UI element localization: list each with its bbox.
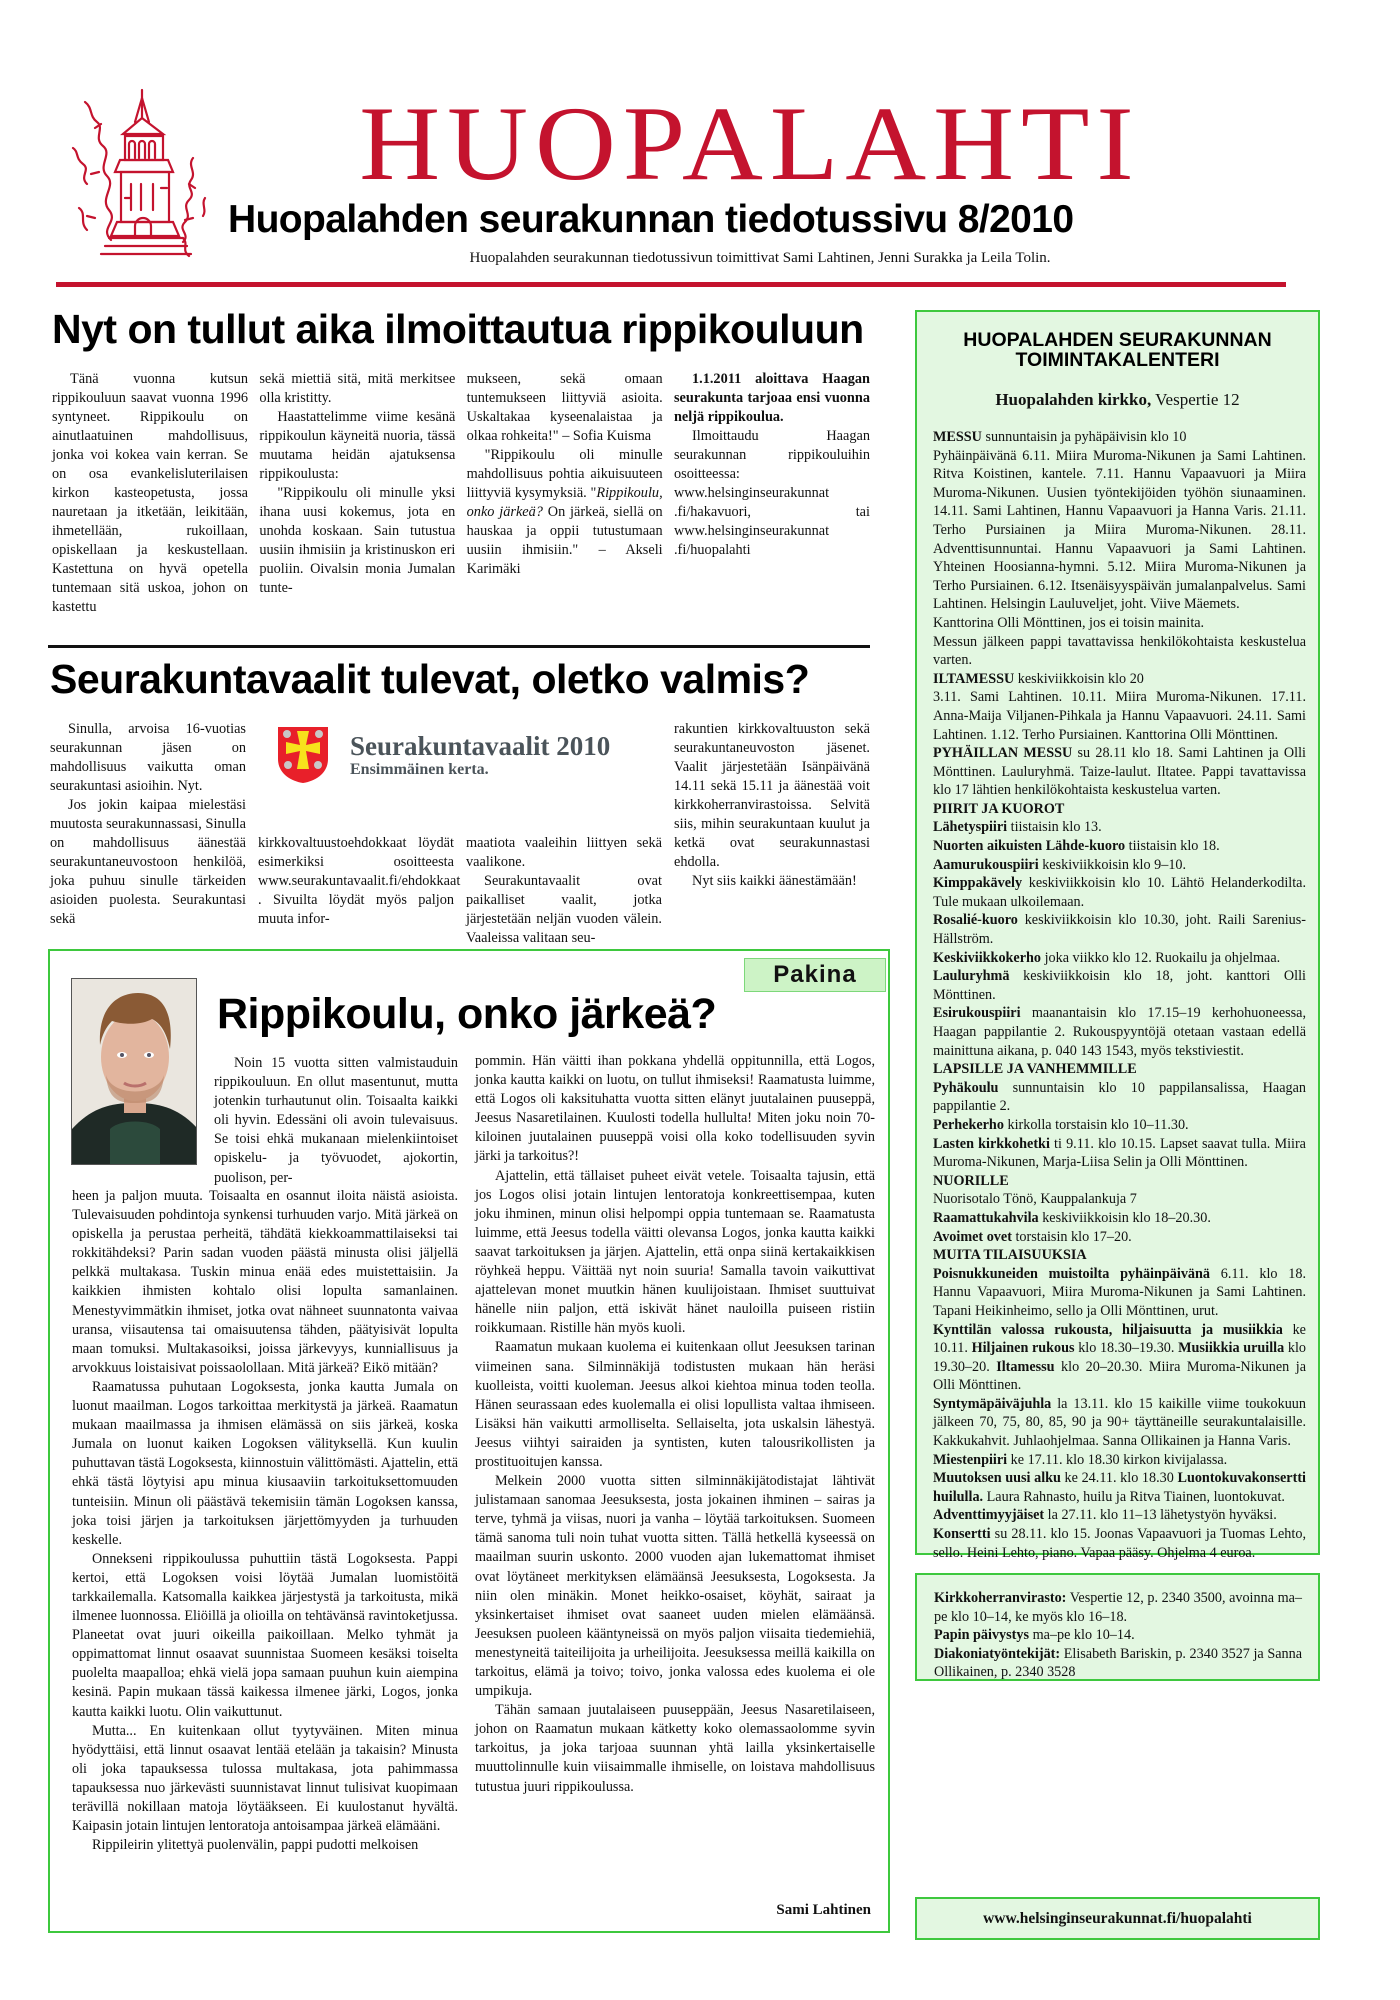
calendar-title-line-1: HUOPALAHDEN SEURAKUNNAN <box>963 329 1272 351</box>
paragraph: Onnekseni rippikoulussa puhuttiin tästä Logoksesta. Pappi kertoi, että Logoksen voisi löytää Jumalan luomistöitä tarkkailemalla. Katsomalla kaikkea järjestystä ja tarkoitusta, mikä ilmenee luonnossa. Eliöillä ja olioilla on tehtävänsä ravintoketjussa. Planeetat ovat juuri oikeilla paikoillaan. Melko tyhmät ja oppimattomat linnut osaavat suunnistaa Suomeen kesäksi toiselta puolelta maapalloa; ehkä vielä jopa samaan puuhun kuin aiempina kesinä. Papin mukaan tässä kaikessa ilmenee järki, Logos, jonka kautta kaikki luotu. Olin vaikuttunut. <box>72 1550 458 1720</box>
quote-text: "Rippikoulu oli minulle mahdollisuus pohtia aikuisuuteen liittyviä kysymyksiä. " <box>466 447 663 501</box>
entry-text: maanantaisin klo 17.15–19 kerhohuoneessa, Haagan pappilantie 2. Rukouspyyntöjä otetaan vastaan edellä mainittuna aikana, p. 040 143 1543, myös tekstiviestit. <box>933 1005 1306 1059</box>
entry-text: su 28.11 klo 18. Sami Lahtinen ja Olli Mönttinen. Lauluryhmä. Taize-laulut. Iltatee. Pappi tavattavissa klo 17 lähtien henkilökohtaista keskustelua varten. <box>933 745 1306 799</box>
calendar-entry <box>933 818 1306 837</box>
calendar-entry <box>933 1209 1306 1228</box>
entry-text: keskiviikkoisin klo 20 <box>1014 670 1144 687</box>
calendar-entry <box>933 911 1306 948</box>
entry-title: MUITA TILAISUUKSIA <box>933 1247 1087 1264</box>
entry-title: MESSU <box>933 429 982 445</box>
entry-text: keskiviikkoisin klo 9–10. <box>1038 856 1187 873</box>
person-photo-icon <box>72 979 197 1165</box>
calendar-section-heading <box>933 1246 1306 1265</box>
paragraph: kirkkovaltuustoehdokkaat löydät esimerkiksi osoitteesta www.seurakuntavaalit.fi/ehdokkaat . Sivuilta löydät myös paljon muuta infor- <box>258 835 461 927</box>
entry-text: tiistaisin klo 13. <box>1007 819 1102 836</box>
quote-italic: Rippikoulu, onko järkeä? <box>466 485 663 520</box>
entry-text: la 27.11. klo 11–13 lähetystyön hyväksi. <box>1044 1507 1277 1524</box>
calendar-entry <box>933 1004 1306 1060</box>
article-1-column-4 <box>674 370 870 617</box>
paragraph: rakuntien kirkkovaltuuston sekä seurakuntaneuvoston jäsenet. Vaalit järjestetään Isänpäivänä 14.11 sekä 15.11 ja äänestää voit kirkkoherranvirastoissa. Selvitä siis, mihin seurakuntaan kuulut ja ketkä ovat seurakunnastasi ehdolla. <box>674 721 870 870</box>
deacon-text: Elisabeth Bariskin, p. 2340 3527 ja Sanna Ollikainen, p. 2340 3528 <box>934 1645 1302 1681</box>
entry-text: Laura Rahnasto, huilu ja Ritva Tiainen, luontokuvat. <box>983 1488 1285 1505</box>
calendar-entry <box>933 1116 1306 1135</box>
pakina-intro <box>214 1054 458 1188</box>
church-tower-sketch-icon <box>65 88 215 273</box>
article-2-column-1 <box>50 720 246 948</box>
entry-text: klo 20–20.30. Miira Muroma-Nikunen ja Olli Mönttinen. <box>933 1358 1306 1394</box>
office-text: Vespertie 12, p. 2340 3500, avoinna ma–pe klo 10–14, ke myös klo 16–18. <box>934 1590 1302 1625</box>
entry-text: keskiviikkoisin klo 10. Lähtö Helanderkodilta. Tule mukaan ulkoilemaan. <box>933 875 1306 910</box>
pakina-right-column <box>475 1052 875 1797</box>
entry-title: Pyhäkoulu <box>933 1079 999 1096</box>
calendar-entry <box>933 874 1306 911</box>
entry-title: Kynttilän valossa rukousta, hiljaisuutta ja musiikkia <box>933 1321 1283 1338</box>
article-2-headline: Seurakuntavaalit tulevat, oletko valmis? <box>50 656 810 702</box>
paragraph: Rippileirin ylitettyä puolenvälin, pappi pudotti melkoisen <box>92 1837 419 1854</box>
paragraph: Noin 15 vuotta sitten valmistauduin rippikouluun. En ollut masentunut, mutta jotenkin turhautunut olin. Toisaalta kaikki oli hyvin. Edessäni oli avoin tulevaisuus. Se toisi ehkä mukanaan mielenkiintoiset opiskelu- ja työvuodet, ajokortin, puolison, per- <box>214 1055 458 1186</box>
entry-text: keskiviikkoisin klo 18, joht. kanttori Olli Mönttinen. <box>933 968 1306 1003</box>
entry-text: su 28.11. klo 15. Joonas Vapaavuori ja Tuomas Lehto, sello. Heini Lehto, piano. Vapaa pääsy. Ohjelma 4 euroa. <box>933 1526 1306 1561</box>
entry-title: Keskiviikkokerho <box>933 949 1042 966</box>
paragraph: pommin. Hän väitti ihan pokkana yhdellä oppitunnilla, että Logos, jonka kautta kaikki on luotu, on tullut ihmiseksi! Raamatusta luimme, että Logos oli kaksituhatta vuotta sitten elänyt juutalainen puuseppä, Jeesus Nasaretilainen. Kuulosti todella hullulta! Miten joku noin 70-kiloinen juutalainen puuseppä voisi olla koko todellisuuden syvin järki ja tarkoitus?! <box>475 1053 875 1165</box>
entry-title: Miestenpiiri <box>933 1451 1008 1468</box>
entry-text: la 13.11. klo 15 kaikille viime toukokuun jälkeen 70, 75, 80, 85, 90 ja 90+ täyttäneille seurakuntalaisille. Kakkukahvit. Juhlaohjelmaa. Sanna Ollikainen ja Hanna Varis. <box>933 1395 1306 1450</box>
entry-text: joka viikko klo 12. Ruokailu ja ohjelmaa. <box>1041 949 1281 966</box>
article-1-body <box>52 370 870 617</box>
office-info <box>934 1589 1302 1626</box>
entry-title: Muutoksen uusi alku <box>933 1470 1061 1487</box>
entry-title: Konsertti <box>933 1526 991 1543</box>
duty-label: Papin päivystys <box>934 1627 1030 1644</box>
entry-text: kirkolla torstaisin klo 10–11.30. <box>1003 1116 1189 1133</box>
entry-title: Musiikkia uruilla <box>1178 1340 1285 1357</box>
masthead-subtitle: Huopalahden seurakunnan tiedotussivu 8/2010 <box>228 198 1074 241</box>
entry-title: Lauluryhmä <box>933 968 1010 985</box>
paragraph: Nyt siis kaikki äänestämään! <box>692 873 857 889</box>
entry-text: klo 19.30–20. <box>933 1340 1306 1375</box>
paragraph: Ilmoittaudu Haagan seurakunnan rippikouluihin osoitteessa: <box>673 428 870 482</box>
quote-text: On järkeä, siellä on hauskaa ja oppii tutustumaan uusiin ihmisiin." – Akseli Karimäki <box>466 504 663 577</box>
entry-text: klo 18.30–19.30. <box>1074 1340 1179 1357</box>
entry-text: ke 10.11. <box>933 1321 1306 1357</box>
article-2-column-3 <box>466 720 662 948</box>
entry-title: PIIRIT JA KUOROT <box>933 800 1065 817</box>
calendar-title-line-2: TOIMINTAKALENTERI <box>1015 349 1220 371</box>
paragraph: Tänä vuonna kutsun rippikouluun saavat vuonna 1996 syntyneet. Rippikoulu on ainutlaatuinen mahdollisuus, jonka voi kokea vain kerran. Se on osa evankelisluterilaisen kirkon kasteopetusta, jossa nauretaan ja itketään, leikitään, ihmetellään, rukoillaan, opiskellaan ja keskustellaan. Kastettuna on hyvä opetella tuntemaan sitä uskoa, johon on kastettu <box>52 371 248 615</box>
entry-title: PYHÄILLAN MESSU <box>933 745 1073 762</box>
entry-title: Esirukouspiiri <box>933 1005 1021 1022</box>
paragraph: Haastattelimme viime kesänä rippikoulun käyneitä nuoria, tässä muutama heidän ajatuksensa rippikoulusta: <box>259 409 456 482</box>
calendar-entry <box>933 1265 1306 1321</box>
calendar-section-heading <box>933 1172 1306 1191</box>
entry-text: Pyhäinpäivänä 6.11. Miira Muroma-Nikunen ja Sami Lahtinen. Ritva Koistinen, kantele. 7.11. Hannu Vapaavuori ja Miira Muroma-Nikunen. Uusien työntekijöiden työhön siunaaminen. 14.11. Sami Lahtinen, Hannu Vapaavuori ja Hanna Varis. 21.11. Terho Pursiainen ja Miira Muroma-Nikunen. 28.11. Adventtisunnuntai. Hannu Vapaavuori ja Sami Lahtinen. Yhteinen Hoosianna-hymni. 5.12. Miira Muroma-Nikunen ja Terho Pursiainen. 6.12. Itsenäisyyspäivän jumalanpalvelus. Sami Lahtinen. Helsingin Lauluveljet, joht. Viive Mäemets. <box>933 447 1306 613</box>
entry-title: Lähetyspiiri <box>933 819 1008 836</box>
entry-title: Rosalié-kuoro <box>933 912 1018 929</box>
calendar-entry <box>933 633 1306 670</box>
website-link[interactable]: www.helsinginseurakunnat.fi/huopalahti <box>915 1897 1320 1940</box>
entry-text: keskiviikkoisin klo 10.30, joht. Raili Sarenius-Hällström. <box>933 912 1306 948</box>
article-2-body <box>50 720 870 948</box>
location-address: Vespertie 12 <box>1151 390 1240 409</box>
entry-title: Nuorten aikuisten Lähde-kuoro <box>933 838 1126 855</box>
entry-text: ti 9.11. klo 10.15. Lapset saavat tulla. Miira Muroma-Nikunen, Marja-Liisa Selin ja Olli Mönttinen. <box>933 1135 1306 1171</box>
entry-title: Luontokuvakonsertti huilulla. <box>933 1470 1306 1505</box>
entry-title: LAPSILLE JA VANHEMMILLE <box>933 1061 1137 1078</box>
masthead-divider <box>56 282 1286 287</box>
paragraph: heen ja paljon muuta. Toisaalta en osannut iloita näistä asioista. Tulevaisuuden pohdintoja synkensi turhuuden varjo. Mitä järkeä on opiskella ja perustaa perheitä, tähdätä kiekkoammattilaiseksi tai rokkitähdeksi? Parin sadan vuoden päästä minusta olisi jäljellä pelkkä multakasa. Tuskin minua enää edes muistettaisiin. Ja kaikkien ihmisten kohtalo olisi lopulta samanlainen. Menestyvimmätkin ihmiset, jotka ovat nähneet suunnatonta vaivaa uransa, viisautensa tai omaisuutensa tähden, päätyisivät lopulta maan tomuksi. Multakasoiksi, joissa järkevyys, kunniallisuus ja arvokkuus loistaisivat poissaolollaan. Mitä järkeä? Eikö mitään? <box>72 1188 458 1376</box>
article-1-headline: Nyt on tullut aika ilmoittautua rippikouluun <box>52 306 864 352</box>
paragraph: maatiota vaaleihin liittyen sekä vaalikone. <box>466 835 662 870</box>
location-name: Huopalahden kirkko, <box>995 390 1152 409</box>
article-2-column-2 <box>258 720 461 948</box>
calendar-entry <box>933 1135 1306 1172</box>
entry-title: Lasten kirkkohetki <box>933 1135 1050 1152</box>
calendar-entry <box>933 1228 1306 1247</box>
pakina-author: Sami Lahtinen <box>776 1902 871 1918</box>
paragraph: Mutta... En kuitenkaan ollut tyytyväinen. Miten minua hyödyttäisi, että linnut osaavat lentää etelään ja takaisin? Minusta oli joka tapauksessa tulossa multakasa, jota pahimmassa tapauksessa nuo järkevästi suunnistavat linnut tulisivat kuopimaan terävillä nokillaan matoja löytääkseen. Ei kuulostanut hyvältä. Kaipasin jotain lintujen lentoratoja antoisampaa järkeä elämääni. <box>72 1722 458 1835</box>
election-logo-title: Seurakuntavaalit 2010 <box>350 731 611 761</box>
paragraph-bold <box>674 370 870 427</box>
calendar-entry <box>933 614 1306 633</box>
calendar-section-heading <box>933 800 1306 819</box>
entry-text: Messun jälkeen pappi tavattavissa henkilökohtaista keskustelua varten. <box>933 633 1306 669</box>
entry-text: tiistaisin klo 18. <box>1125 838 1220 855</box>
duty-info <box>934 1626 1302 1645</box>
calendar-section-heading <box>933 1060 1306 1079</box>
masthead-title: HUOPALAHTI <box>359 85 1141 203</box>
pakina-tag: Pakina <box>744 958 886 992</box>
article-divider <box>48 645 870 648</box>
article-2-column-4 <box>674 720 870 948</box>
masthead <box>40 85 1280 278</box>
calendar-entry <box>933 949 1306 968</box>
article-1-column-3 <box>467 370 663 617</box>
paragraph: Jos jokin kaipaa mielestäsi muutosta seurakunnassasi, Sinulla on mahdollisuus äänestää seurakuntaneuvostoon henkilöä, joka puhuu sinulle tärkeiden asioiden puolesta. Seurakuntasi sekä <box>50 797 246 927</box>
masthead-editors: Huopalahden seurakunnan tiedotussivun toimittivat Sami Lahtinen, Jenni Surakka ja Leila Tolin. <box>469 250 1051 266</box>
entry-title: Adventtimyyjäiset <box>933 1507 1045 1524</box>
calendar-entry <box>933 1451 1306 1470</box>
paragraph: Tähän samaan juutalaiseen puuseppään, Jeesus Nasaretilaiseen, johon on Raamatun mukaan kätketty koko olemassaolomme syvin tarkoitus, ja joka tarjoaa suunnan yhtä lailla yksinkertaiselle muuttolinnulle kuin viisaimmalle ihmiselle, on loistava mahdollisuus tutustua juuri rippikoulussa. <box>475 1702 875 1795</box>
entry-text: keskiviikkoisin klo 18–20.30. <box>1038 1209 1211 1226</box>
entry-title: Perhekerho <box>933 1116 1004 1133</box>
entry-title: Poisnukkuneiden muistoilta pyhäinpäivänä <box>933 1265 1210 1282</box>
entry-title: Raamattukahvila <box>933 1209 1039 1226</box>
entry-text: 3.11. Sami Lahtinen. 10.11. Miira Muroma-Nikunen. 17.11. Anna-Maija Viljanen-Pihkala ja Hannu Vapaavuori. 24.11. Sami Lahtinen. 1.12. Terho Pursiainen. Kanttorina Olli Mönttinen. <box>933 689 1306 743</box>
paragraph: Ajattelin, että tällaiset puheet eivät vetele. Toisaalta tajusin, että jos Logos olisi jotain lintujen lentoratoja konkreettisempaa, kuten joku ihminen, minun olisi helpompi oppia tuntemaan se. Raamatusta luimme, että Jeesus todella väitti olevansa Logos, jonka kautta kaikki saavat tarkoituksen ja järjen. Ajattelin, että onpa siinä kertakaikkisen röyhkeä heppu. Väittää nyt noin suuria! Samalla tavoin vaikuttivat ajattelevan monet muutkin hänen kuulijoistaan. Ihmiset suuttuivat hänelle niin paljon, että iskivät hänet nauloilla puiseen ristiin roikkumaan. Ristille hän myös kuoli. <box>475 1167 875 1337</box>
author-portrait-photo <box>71 978 197 1165</box>
calendar-title <box>917 330 1318 370</box>
entry-text: ke 24.11. klo 18.30 <box>1060 1470 1178 1487</box>
deacon-label: Diakoniatyöntekijät: <box>934 1645 1061 1662</box>
calendar-entry <box>933 670 1306 689</box>
entry-title: Hiljainen rukous <box>971 1340 1075 1357</box>
paragraph: Seurakuntavaalit ovat paikalliset vaalit, jotka järjestetään neljän vuoden välein. Vaaleissa valitaan seu- <box>466 873 662 946</box>
article-1-column-2 <box>259 370 455 617</box>
entry-title: Avoimet ovet <box>933 1228 1012 1245</box>
entry-title: ILTAMESSU <box>933 670 1015 687</box>
entry-title: Kimppakävely <box>933 875 1023 892</box>
calendar-entry <box>933 447 1306 614</box>
paragraph: Raamatussa puhutaan Logoksesta, jonka kautta Jumala on luonut maailman. Logos tarkoittaa merkitystä ja järkeä. Raamatun mukaan maailmassa ja ihmisen elämässä on siis järkeä, koska Jumala on luonut kaiken Logoksen välityksellä. Kun kuulin puhuttavan tästä Logoksesta, kiinnostuin välittömästi. Ajattelin, että ehkä tästä löytyisi apu minua kiusaaviin tarkoituksettomuuden tunteisiin. Minun oli päästävä tekemisiin tämän Logoksen kanssa, joka toisi järjen ja tarkoituksen järjettömyyden ja turhuuden keskelle. <box>72 1378 458 1548</box>
calendar-entry <box>933 1525 1306 1562</box>
calendar-entry <box>933 744 1306 800</box>
entry-text: ke 17.11. klo 18.30 kirkon kivijalassa. <box>1007 1451 1228 1468</box>
pakina-left-column <box>72 1187 458 1855</box>
entry-text: sunnuntaisin klo 10 pappilansalissa, Haagan pappilantie 2. <box>933 1079 1306 1115</box>
deacon-info <box>934 1645 1302 1682</box>
calendar-entry <box>933 837 1306 856</box>
paragraph: sekä miettiä sitä, mitä merkitsee olla kristitty. <box>259 371 456 406</box>
calendar-entry <box>933 1190 1306 1209</box>
contact-box <box>915 1573 1320 1681</box>
entry-title: NUORILLE <box>933 1172 1009 1189</box>
duty-text: ma–pe klo 10–14. <box>1029 1627 1135 1644</box>
activity-calendar <box>915 310 1320 1561</box>
calendar-entry <box>933 856 1306 875</box>
pakina-headline: Rippikoulu, onko järkeä? <box>217 990 717 1038</box>
paragraph: Sinulla, arvoisa 16-vuotias seurakunnan jäsen on mahdollisuus vaikutta oman seurakuntasi asioihin. Nyt. <box>50 721 246 794</box>
calendar-entry <box>933 1079 1306 1116</box>
calendar-entry <box>933 1395 1306 1451</box>
paragraph: Melkein 2000 vuotta sitten silminnäkijätodistajat lähtivät julistamaan sanomaa Jeesuksesta, josta jokainen ihminen – sairas ja terve, tyhmä ja viisas, nuori ja vanha – löytää tarkoituksen. Suomeen tämä sanoma tuli noin tuhat vuotta sitten. Tällä hetkellä kyseessä on maailman suurin uskonto. 2000 vuoden ajan lukemattomat ihmiset ovat löytäneet merkityksen elämäänsä Jeesuksesta, Logoksesta. Ja niin olen minäkin. Monet heikko-osaiset, köyhät, sairaat ja yksinkertaiset ihmiset ovat saaneet uuden mielen elämäänsä. Jeesuksen puoleen kääntyneissä on myös paljon viisaita tiedemiehiä, menestyneitä taiteilijoita ja urheilijoita. Jeesuksessa meillä kaikilla on tarkoitus, elämä ja toivo; toivo, jonka valossa edes kuolema ei ole umpikuja. <box>475 1473 875 1700</box>
paragraph: mukseen, sekä omaan tuntemukseen liittyviä asioita. Uskaltakaa kyseenalaistaa ja olkaa rohkeita!" – Sofia Kuisma <box>466 371 663 444</box>
calendar-entries <box>933 428 1306 1562</box>
paragraph: Raamatun mukaan kuolema ei kuitenkaan ollut Jeesuksen tarinan viimeinen sana. Silminnäkijä todistusten mukaan hän heräsi kuolleista, voitti kuoleman. Jeesus alkoi kiehtoa minua toden teolla. Hänen seurassaan edes kuolemalla ei olisi lopullista valtaa ihmiseen. Lisäksi hän vaikutti armolliselta. Sellaiselta, jota uskalsin lähestyä. Jeesus viihtyi sairaiden ja syntisten, kuten talousrikollisten ja prostituoitujen kanssa. <box>475 1339 875 1470</box>
office-label: Kirkkoherranvirasto: <box>934 1590 1067 1606</box>
paragraph <box>467 446 663 579</box>
registration-links[interactable]: www.helsinginseurakunnat .fi/hakavuori, tai www.helsinginseurakunnat .fi/huopalahti <box>673 485 870 558</box>
calendar-entry <box>933 1321 1306 1395</box>
calendar-entry <box>933 1506 1306 1525</box>
calendar-entry <box>933 688 1306 744</box>
calendar-location <box>917 390 1318 410</box>
calendar-entry <box>933 967 1306 1004</box>
entry-text: Kanttorina Olli Mönttinen, jos ei toisin mainita. <box>933 614 1205 631</box>
entry-title: Aamurukouspiiri <box>933 856 1039 873</box>
entry-title: Syntymäpäiväjuhla <box>933 1395 1052 1412</box>
election-logo-subtitle: Ensimmäinen kerta. <box>350 761 489 778</box>
entry-text: Nuorisotalo Tönö, Kauppalankuja 7 <box>933 1191 1137 1208</box>
calendar-entry <box>933 1469 1306 1506</box>
paragraph: "Rippikoulu oli minulle yksi ihana uusi kokemus, jota en unohda koskaan. Sain tutustua uusiin ihmisiin ja kristinuskon eri puoliin. Oivalsin monia Jumalan tunte- <box>259 485 456 596</box>
entry-title: Iltamessu <box>996 1358 1055 1375</box>
entry-text: sunnuntaisin ja pyhäpäivisin klo 10 <box>981 429 1187 445</box>
highlight-text: 1.1.2011 aloittava Haagan seurakunta tarjoaa ensi vuonna neljä rippikoulua. <box>673 371 870 425</box>
entry-text: 6.11. klo 18. Hannu Vapaavuori, Miira Muroma-Nikunen ja Sami Lahtinen. Tapani Heikinheimo, sello ja Olli Mönttinen, urut. <box>933 1265 1306 1319</box>
calendar-entry <box>933 428 1306 447</box>
article-1-column-1 <box>52 370 248 617</box>
entry-text: torstaisin klo 17–20. <box>1011 1228 1132 1245</box>
